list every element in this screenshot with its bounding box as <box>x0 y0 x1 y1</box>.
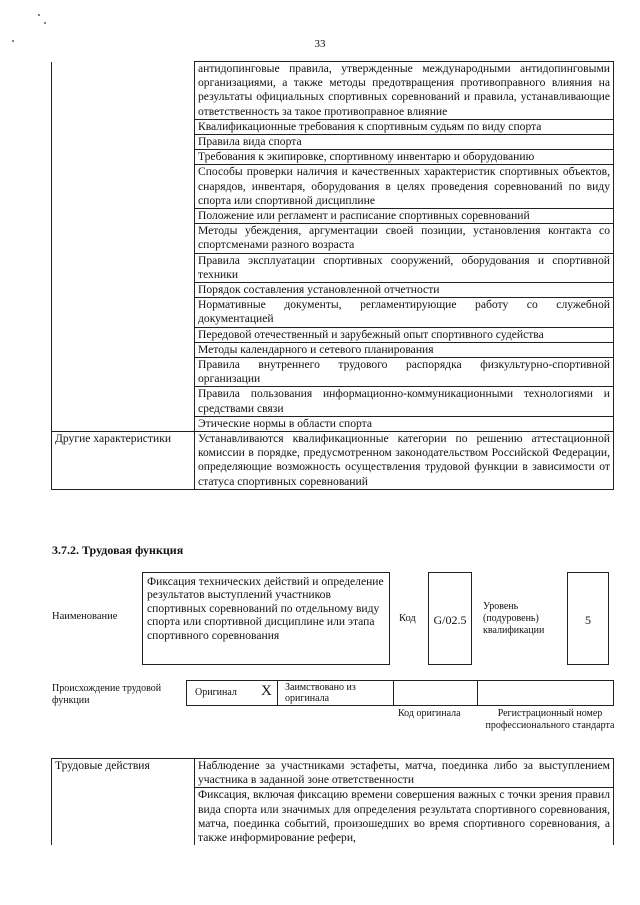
labor-actions-table <box>51 758 614 845</box>
requirement-item: Правила пользования информационно-коммуникационными технологиями и средствами связи <box>195 387 614 416</box>
labor-action-item: Наблюдение за участниками эстафеты, матча, поединка либо за выступлением участника в заданной зоне ответственности <box>195 759 614 788</box>
code-value-box: G/02.5 <box>428 572 472 665</box>
origin-code-caption: Код оригинала <box>398 708 461 719</box>
origin-code-cell <box>393 681 477 705</box>
qualification-level-label: Уровень (подуровень) квалификации <box>483 601 545 636</box>
table-row <box>52 432 614 490</box>
table-row <box>52 759 614 788</box>
scan-speck <box>38 14 40 16</box>
other-characteristics-label: Другие характеристики <box>52 432 195 490</box>
requirement-item: Методы убеждения, аргументации своей позиции, установления контакта со спортсменами разного возраста <box>195 224 614 253</box>
requirement-item: Этические нормы в области спорта <box>195 416 614 431</box>
requirement-item: Правила вида спорта <box>195 135 614 150</box>
code-label: Код <box>399 613 416 624</box>
requirement-item: Правила внутреннего трудового распорядка физкультурно-спортивной организации <box>195 358 614 387</box>
requirement-item: Нормативные документы, регламентирующие работу со служебной документацией <box>195 298 614 327</box>
labor-actions-label: Трудовые действия <box>52 759 195 846</box>
origin-reg-cell <box>477 681 613 705</box>
requirement-item: Требования к экипировке, спортивному инвентарю и оборудованию <box>195 150 614 165</box>
registration-number-caption: Регистрационный номер профессионального стандарта <box>485 708 615 731</box>
function-name-box: Фиксация технических действий и определение результатов выступлений участников спортивных соревнований по отдельному виду спорта или спортивной дисциплине или этапа спортивного соревнования <box>142 572 390 665</box>
requirement-item: Квалификационные требования к спортивным судьям по виду спорта <box>195 119 614 134</box>
scan-speck <box>44 22 46 24</box>
function-name-label: Наименование <box>52 611 118 622</box>
requirement-item: Порядок составления установленной отчетности <box>195 283 614 298</box>
page-number: 33 <box>314 38 326 50</box>
requirement-item: Передовой отечественный и зарубежный опыт спортивного судейства <box>195 327 614 342</box>
requirement-item: антидопинговые правила, утвержденные международными антидопинговыми организациями, а также методы предотвращения противоправного влияния на результаты официальных спортивных соревнований и правила, устанавливающие ответственность за такое противоправное влияние <box>195 62 614 120</box>
section-title: 3.7.2. Трудовая функция <box>52 543 184 557</box>
origin-strip <box>186 680 614 706</box>
borrowed-label: Заимствовано из оригинала <box>285 682 356 704</box>
requirements-table <box>51 61 614 490</box>
table-row <box>52 62 614 120</box>
requirement-item: Способы проверки наличия и качественных характеристик спортивных объектов, снарядов, инвентаря, оборудования в целях проведения соревнований по виду спорта или спортивной дисциплине <box>195 165 614 209</box>
original-checkmark: X <box>261 683 272 699</box>
requirement-item: Положение или регламент и расписание спортивных соревнований <box>195 209 614 224</box>
requirement-item: Методы календарного и сетевого планирования <box>195 342 614 357</box>
original-label: Оригинал <box>195 687 237 698</box>
qualification-level-box: 5 <box>567 572 609 665</box>
requirements-label-cell <box>52 62 195 432</box>
labor-action-item: Фиксация, включая фиксацию времени совершения важных с точки зрения правил вида спорта или значимых для определения результата спортивного соревнования, матча, поединка событий, произошедших во время спортивного соревнования, а также информирование рефери, <box>195 788 614 845</box>
requirement-item: Правила эксплуатации спортивных сооружений, оборудования и спортивной техники <box>195 253 614 282</box>
other-characteristics-text: Устанавливаются квалификационные категории по решению аттестационной комиссии в порядке, предусмотренном законодательством Российской Федерации, определяющие возможность осуществления трудовой функции в зависимости от статуса спортивных соревнований <box>195 432 614 490</box>
origin-label: Происхождение трудовой функции <box>52 683 162 706</box>
